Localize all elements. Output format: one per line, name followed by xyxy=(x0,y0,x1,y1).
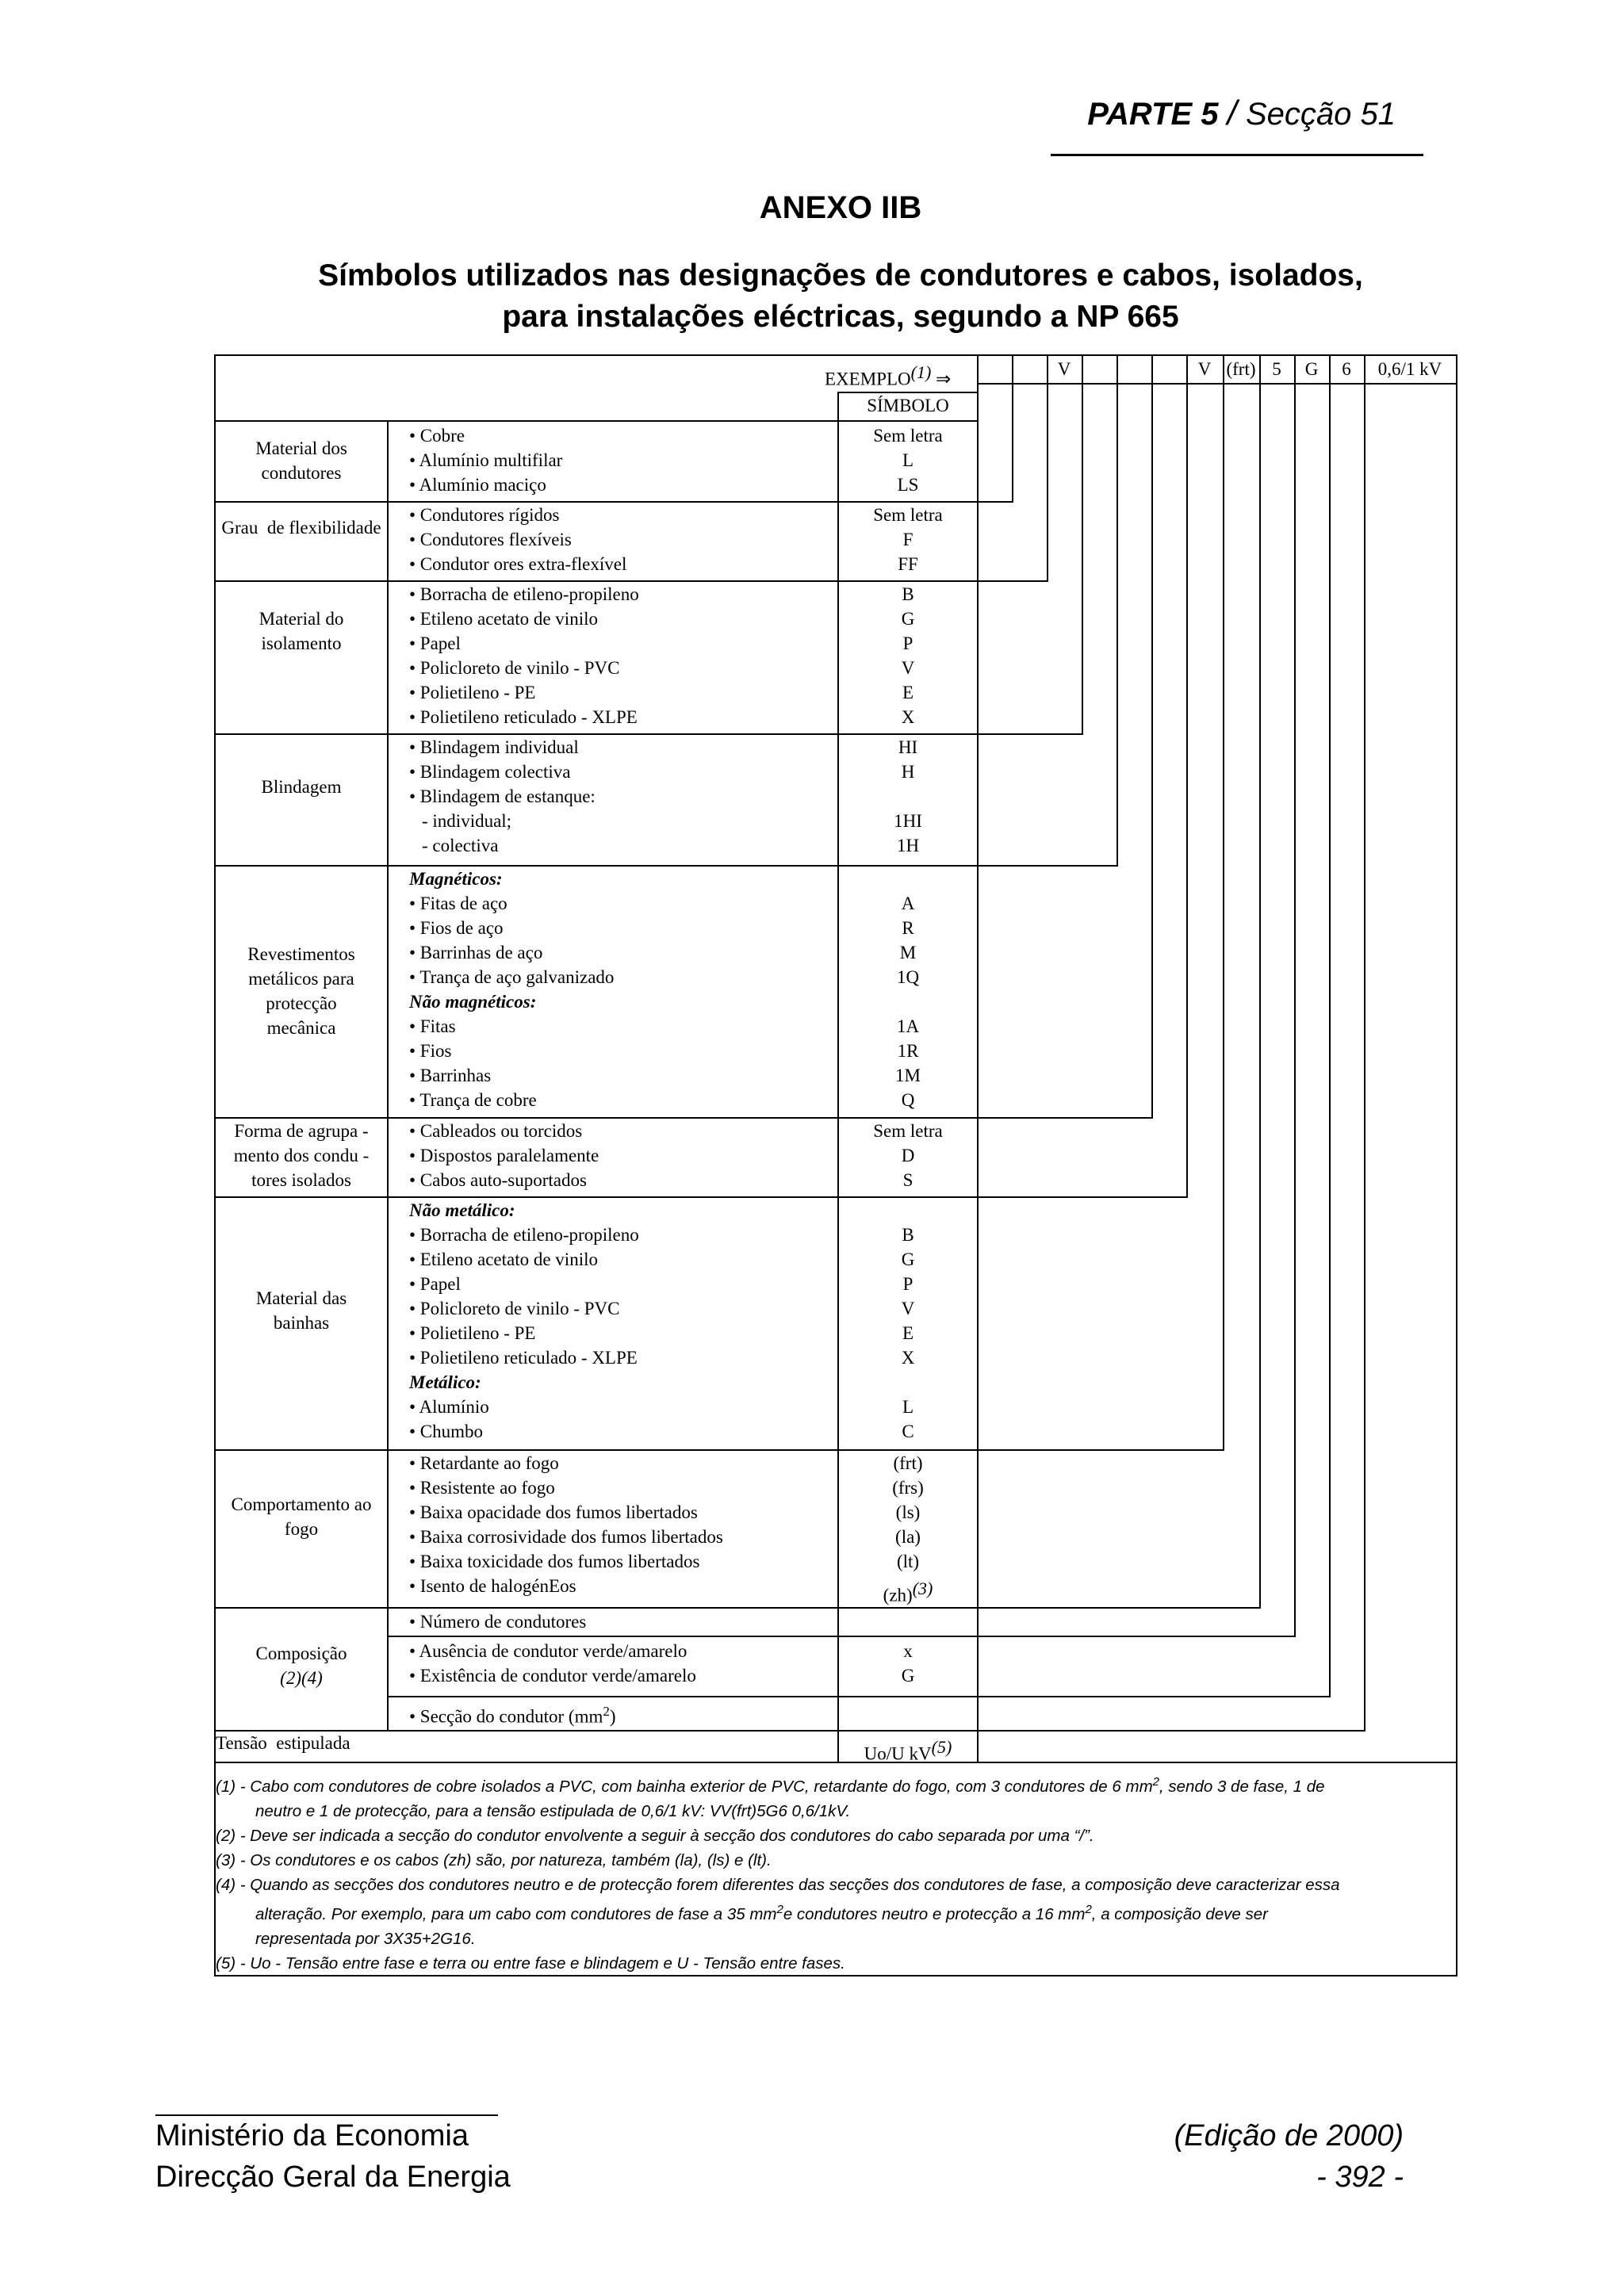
symbol-value: FF xyxy=(898,554,918,574)
list-item: • Resistente ao fogo xyxy=(409,1478,555,1498)
row-divider xyxy=(387,1636,977,1637)
list-item: • Borracha de etileno-propileno xyxy=(409,1225,639,1245)
symbol-value: Sem letra xyxy=(873,505,943,525)
category-blindagem: Blindagem xyxy=(261,777,342,797)
list-item: • Blindagem colectiva xyxy=(409,762,571,782)
symbol-value: 1HI xyxy=(894,811,922,831)
symbol-value: H xyxy=(901,762,915,782)
list-item: • Blindagem de estanque: xyxy=(409,786,596,806)
category-tensao: Tensão estipulada xyxy=(216,1733,350,1753)
list-item: • Número de condutores xyxy=(409,1612,587,1632)
list-item: • Cableados ou torcidos xyxy=(409,1121,583,1141)
example-cell-tensao: 0,6/1 kV xyxy=(1377,359,1442,379)
row-divider xyxy=(387,1696,977,1697)
list-item: • Trança de aço galvanizado xyxy=(409,967,615,987)
symbol-value: S xyxy=(902,1170,914,1190)
connector-line xyxy=(977,1449,1224,1451)
note-ref: (5) xyxy=(931,1737,952,1757)
symbol-value: 1A xyxy=(896,1016,920,1036)
footer-right xyxy=(1031,2115,1404,2198)
category-fogo: Comportamento ao fogo xyxy=(231,1494,372,1539)
symbol-value: X xyxy=(901,1348,915,1368)
symbol-value: (lt) xyxy=(896,1552,920,1571)
list-item: • Policloreto de vinilo - PVC xyxy=(409,1299,620,1318)
symbol-value: LS xyxy=(897,475,919,495)
list-item: - individual; xyxy=(422,811,512,831)
subtitle xyxy=(0,255,1624,338)
category-bainhas: Material das bainhas xyxy=(255,1288,347,1333)
connector-line xyxy=(977,1607,1261,1609)
list-item: • Policloreto de vinilo - PVC xyxy=(409,658,620,678)
symbol-value: 1M xyxy=(895,1066,921,1085)
symbol-value: (frt) xyxy=(893,1453,923,1473)
symbol-value: G xyxy=(901,609,915,629)
symbol-value: (la) xyxy=(895,1527,921,1547)
footnote-4-cont: alteração. Por exemplo, para um cabo com condutores de fase a 35 $mm^2e$ condutores neutro e protecção a 16 $mm^2$, a composição deve ser xyxy=(255,1902,1268,1923)
category-composicao-note: (2)(4) xyxy=(280,1668,323,1688)
row-divider xyxy=(214,420,977,422)
example-cell-verde-amarelo: G xyxy=(1304,359,1319,379)
footer-edition: (Edição de 2000) xyxy=(1174,2119,1404,2152)
footer-left xyxy=(155,2115,511,2198)
list-item: • Baixa corrosividade dos fumos libertados xyxy=(409,1527,723,1547)
symbol-value: B xyxy=(902,1225,914,1245)
row-divider xyxy=(214,865,977,867)
category-flexibilidade: Grau de flexibilidade xyxy=(221,518,381,538)
list-item: • Polietileno - PE xyxy=(409,1323,536,1343)
list-item: • Isento de halogénEos xyxy=(409,1576,576,1596)
arrow-icon: ⇒ xyxy=(936,369,952,389)
list-item: • Blindagem individual xyxy=(409,737,579,757)
note-ref: (3) xyxy=(912,1578,933,1598)
list-item-seccao: • Secção do condutor $(mm^2)$ xyxy=(409,1704,616,1727)
connector-line xyxy=(977,865,1118,867)
list-item: • Chumbo xyxy=(409,1422,484,1441)
symbol-value-tensao: Uo/U $kV^{(5)}$ xyxy=(864,1737,952,1764)
footnote-3: (3) - Os condutores e os cabos (zh) são, por natureza, também (la), (ls) e (lt). xyxy=(216,1850,772,1869)
footnote-5: (5) - Uo - Tensão entre fase e terra ou entre fase e blindagem e U - Tensão entre fases. xyxy=(216,1954,845,1973)
list-item: • Cabos auto-suportados xyxy=(409,1170,587,1190)
symbol-value: V xyxy=(901,1299,915,1318)
list-item: • Papel xyxy=(409,1274,461,1294)
list-item: • Borracha de etileno-propileno xyxy=(409,584,639,604)
list-item: • Fitas xyxy=(409,1016,456,1036)
list-item: • Fios de aço xyxy=(409,918,504,938)
connector-line xyxy=(1259,354,1261,1608)
list-item: • Condutor ores extra-flexível xyxy=(409,554,627,574)
part-label: PARTE 5 xyxy=(1087,97,1219,132)
symbol-value: D xyxy=(901,1146,915,1165)
connector-line xyxy=(977,501,1013,503)
symbol-value: L xyxy=(902,1397,914,1417)
symbol-value: E xyxy=(902,1323,914,1343)
symbol-value: F xyxy=(902,530,914,549)
list-item: • Fitas de aço xyxy=(409,894,508,913)
symbol-value: Sem letra xyxy=(873,1121,943,1141)
list-item: • Condutores rígidos xyxy=(409,505,560,525)
category-revestimentos: Revestimentos metálicos para protecção mecânica xyxy=(247,944,355,1038)
connector-line xyxy=(1151,354,1153,1118)
list-item: • Baixa opacidade dos fumos libertados xyxy=(409,1502,698,1522)
symbol-value: HI xyxy=(898,737,918,757)
category-material-condutores: Material dos condutores xyxy=(255,438,347,483)
symbol-value: G xyxy=(901,1249,915,1269)
symbol-value: V xyxy=(901,658,915,678)
connector-line xyxy=(1186,354,1188,1197)
symbol-value: Sem letra xyxy=(873,426,943,446)
list-item: • Dispostos paralelamente xyxy=(409,1146,599,1165)
category-agrupamento: Forma de agrupa - mento dos condu - tores isolados xyxy=(233,1121,370,1190)
list-item: • Trança de cobre xyxy=(409,1090,537,1110)
list-item: • Condutores flexíveis xyxy=(409,530,572,549)
subgroup-label: Metálico: xyxy=(409,1372,481,1392)
list-item: • Existência de condutor verde/amarelo xyxy=(409,1666,696,1686)
connector-line xyxy=(1294,354,1296,1636)
section-label: Secção 51 xyxy=(1245,97,1396,132)
example-cell-bainha: V xyxy=(1197,359,1212,379)
subtitle-line-2: para instalações eléctricas, segundo a NP 665 xyxy=(502,300,1179,334)
connector-line xyxy=(977,580,1048,582)
annex-title: ANEXO IIB xyxy=(759,190,922,225)
column-divider xyxy=(387,420,389,1730)
list-item: • Polietileno reticulado - XLPE xyxy=(409,1348,638,1368)
connector-line xyxy=(1116,354,1118,866)
example-cell-numero: 5 xyxy=(1272,359,1281,379)
example-label: EXEMPLO$^{(1)}$ ⇒ xyxy=(825,362,952,389)
category-isolamento: Material do isolamento xyxy=(259,609,344,653)
footer-directorate: Direcção Geral da Energia xyxy=(155,2160,511,2194)
connector-line xyxy=(977,1730,1365,1732)
connector-line xyxy=(1223,354,1224,1450)
symbol-value: X xyxy=(901,707,915,727)
connector-line xyxy=(977,733,1083,735)
subgroup-label: Não magnéticos: xyxy=(409,992,537,1012)
list-item: • Alumínio multifilar xyxy=(409,450,563,470)
footer-ministry: Ministério da Economia xyxy=(155,2119,469,2152)
list-item: • Alumínio xyxy=(409,1397,489,1417)
symbol-value: P xyxy=(902,1274,914,1294)
symbol-value: E xyxy=(902,683,914,702)
symbol-value-zh: (zh)$^{(3)}$ xyxy=(883,1578,933,1605)
symbol-value: x xyxy=(903,1641,913,1661)
subgroup-label: Não metálico: xyxy=(409,1200,515,1220)
example-ref: (1) xyxy=(910,362,932,382)
list-item: • Baixa toxicidade dos fumos libertados xyxy=(409,1552,700,1571)
connector-line xyxy=(977,1196,1188,1198)
footnote-1-cont: neutro e 1 de protecção, para a tensão estipulada de 0,6/1 kV: VV(frt)5G6 0,6/1kV. xyxy=(255,1801,851,1820)
connector-line xyxy=(977,1696,1331,1697)
list-item: • Ausência de condutor verde/amarelo xyxy=(409,1641,688,1661)
footnotes xyxy=(216,1770,1453,1976)
footnote-2: (2) - Deve ser indicada a secção do condutor envolvente a seguir à secção dos condutores do cabo separada por uma “/”. xyxy=(216,1826,1094,1845)
page-number: - 392 - xyxy=(1316,2160,1404,2194)
symbol-value: B xyxy=(902,584,914,604)
example-cell-seccao: 6 xyxy=(1342,359,1351,379)
connector-line xyxy=(977,1117,1153,1119)
list-item: • Alumínio maciço xyxy=(409,475,546,495)
symbols-table xyxy=(214,354,1457,1976)
symbol-value: R xyxy=(902,918,914,938)
footnote-1: (1) - Cabo com condutores de cobre isolados a PVC, com bainha exterior de PVC, retardante do fogo, com 3 condutores de 6 $mm^2$, sendo 3 de fase, 1 de xyxy=(216,1775,1325,1796)
row-divider xyxy=(214,1196,977,1198)
symbol-value: 1R xyxy=(897,1041,919,1061)
list-item: • Polietileno reticulado - XLPE xyxy=(409,707,638,727)
category-composicao: Composição xyxy=(255,1644,347,1663)
list-item: • Retardante ao fogo xyxy=(409,1453,559,1473)
list-item: • Fios xyxy=(409,1041,452,1061)
list-item: • Barrinhas xyxy=(409,1066,492,1085)
symbol-value: 1Q xyxy=(896,967,920,987)
example-row-bottom xyxy=(977,383,1457,385)
footnote-4: (4) - Quando as secções dos condutores neutro e de protecção forem diferentes das secções dos condutores de fase, a composição deve caracterizar essa xyxy=(216,1875,1340,1894)
list-item: • Papel xyxy=(409,633,461,653)
list-item: • Etileno acetato de vinilo xyxy=(409,609,598,629)
list-item: • Polietileno - PE xyxy=(409,683,536,702)
connector-line xyxy=(1082,354,1083,734)
symbol-value: M xyxy=(899,943,917,962)
subgroup-label: Magnéticos: xyxy=(409,869,503,889)
list-item: • Cobre xyxy=(409,426,465,446)
list-item: - colectiva xyxy=(422,836,499,855)
header-rule xyxy=(1051,154,1423,156)
table-bottom-divider xyxy=(214,1762,1457,1763)
symbol-value: P xyxy=(902,633,914,653)
connector-line xyxy=(1364,354,1365,1731)
symbol-value: G xyxy=(901,1666,915,1686)
list-item: • Barrinhas de aço xyxy=(409,943,543,962)
symbol-value: (ls) xyxy=(895,1502,921,1522)
symbol-value: (frs) xyxy=(892,1478,924,1498)
symbol-value: L xyxy=(902,450,914,470)
example-cell-isolamento: V xyxy=(1057,359,1071,379)
connector-line xyxy=(1329,354,1331,1697)
symbol-value: A xyxy=(901,894,915,913)
connector-line xyxy=(1047,354,1048,581)
connector-line xyxy=(977,1636,1296,1637)
footnote-4-cont2: representada por 3X35+2G16. xyxy=(255,1929,476,1948)
symbol-value: Q xyxy=(901,1090,915,1110)
example-cell-fogo: (frt) xyxy=(1226,359,1256,379)
list-item: • Etileno acetato de vinilo xyxy=(409,1249,598,1269)
connector-line xyxy=(1012,354,1013,502)
subtitle-line-1: Símbolos utilizados nas designações de condutores e cabos, isolados, xyxy=(318,258,1363,293)
symbol-header: SÍMBOLO xyxy=(867,396,949,415)
page-header xyxy=(1031,94,1396,133)
symbol-value: C xyxy=(902,1422,914,1441)
symbol-value: 1H xyxy=(896,836,920,855)
header-slash: / xyxy=(1227,94,1237,132)
